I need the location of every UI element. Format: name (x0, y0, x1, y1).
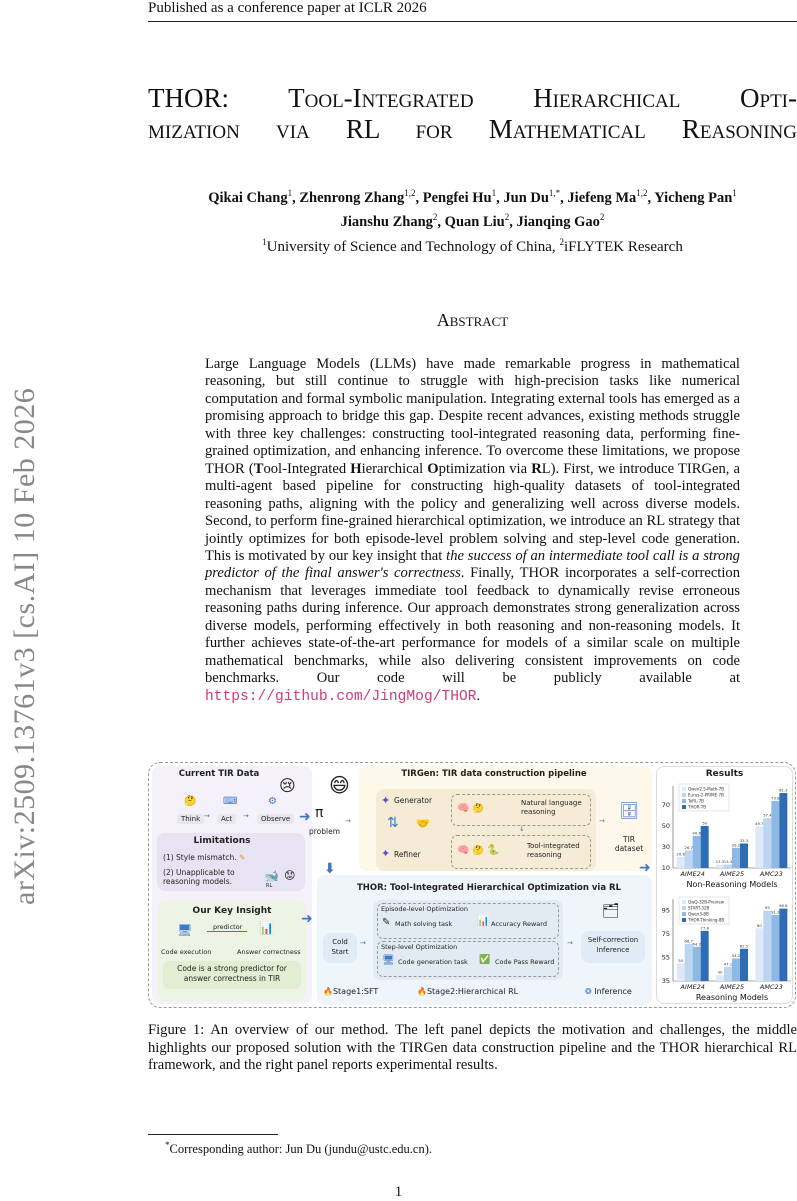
tir-dataset-label: TIR dataset (614, 835, 644, 853)
item-text: Unapplicable to reasoning models. (163, 868, 235, 886)
author-list (148, 184, 797, 232)
pencil-icon: ✎ (239, 853, 246, 862)
footnote-rule (148, 1134, 278, 1135)
affiliation-1: University of Science and Technology of China, (266, 239, 560, 255)
legend-swatch (682, 805, 686, 809)
bar-value-label: 50 (678, 957, 684, 963)
abstract-bold: O (427, 460, 439, 477)
stage2-label (417, 987, 518, 996)
author-affil-sup: 2 (432, 211, 438, 222)
bar (740, 949, 748, 981)
abstract-text: . (476, 687, 481, 704)
bar-value-label: 91.3 (771, 909, 780, 915)
refiner-logo-icon: ✦ (381, 847, 391, 860)
stage1-text: Stage1:SFT (332, 987, 379, 996)
footnote-text: Corresponding author: Jun Du (jundu@ustc.edu.cn). (169, 1142, 433, 1157)
author-affil-sup: 1 (491, 188, 497, 198)
answer-chart-icon: 📊 (259, 921, 274, 935)
thor-title: THOR: Tool-Integrated Hierarchical Optimization via RL (357, 883, 621, 893)
arrow-right-icon: ➜ (639, 860, 651, 876)
legend-entry: Qwen3-8B (688, 911, 709, 917)
running-header: Published as a conference paper at ICLR 2026 (148, 0, 427, 16)
step-title: Step-level Optimization (381, 943, 458, 951)
abstract-text: L). First, we introduce TIRGen, a multi-agent based pipeline for constructing high-quality datasets of tool-integrated reasoning paths, aligning with the policy and generalizing well across diverse models. Second, to perform fine-grained hierarchical optimization, we introduce an RL strategy that jointly optimizes for both episode-level problem solving and step-level code generation. This is motivated by our key insight that (205, 460, 740, 564)
y-tick-label: 55 (661, 953, 670, 962)
episode-title: Episode-level Optimization (381, 905, 468, 913)
author: Qikai Chang (208, 189, 288, 206)
episode-task: Math solving task (395, 920, 453, 928)
legend-swatch (682, 900, 686, 904)
fire-icon: 🔥 (417, 987, 427, 996)
step-observe: Observe (257, 814, 294, 824)
abstract-italic: the success of an intermediate tool call is a strong predictor of the final answer's correctness (205, 547, 740, 582)
x-tick-label: AIME25 (719, 870, 745, 878)
swap-arrows-icon: ⇅ (387, 815, 399, 831)
tir-reasoning-label: Tool-integrated reasoning (527, 842, 580, 859)
author-affil-sup: 1,2 (404, 188, 416, 198)
item-text: Style mismatch. (176, 853, 237, 862)
author: Quan Liu (444, 213, 505, 230)
bar (677, 963, 685, 981)
legend-entry: START-32B (688, 905, 710, 911)
whale-icon: 🐋 (264, 869, 279, 883)
abstract-bold: H (350, 460, 362, 477)
bar-value-label: 40 (717, 969, 723, 975)
bar (724, 967, 732, 981)
legend-swatch (682, 787, 686, 791)
author: Zhenrong Zhang (299, 189, 405, 206)
y-tick-label: 30 (661, 842, 670, 851)
caption-text: An overview of our method. The left panel depicts the motivation and challenges, the middle highlights our proposed solution with the TIRGen data construction pipeline and the THOR hierarchical RL framework, and the right panel reports experimental results. (148, 1022, 797, 1073)
legend-entry: QwQ-32B-Preview (688, 899, 724, 905)
abstract-text: . Finally, THOR incorporates a self-correction mechanism that leverages immediate tool feedback to dynamically revise erroneous reasoning paths during inference. Our approach demonstrates strong generalization across diverse models, performing effectively in both reasoning and non-reasoning models. It further achieves state-of-the-art performance for models of a similar scale on multiple mathematical benchmarks, while also delivering consistent improvements on code benchmarks. Our code will be publicly available at (205, 565, 740, 687)
bar (755, 826, 763, 868)
chart-title: Reasoning Models (695, 993, 769, 1002)
author-affil-sup: 1 (732, 188, 737, 198)
accuracy-reward-icon: 📊 (477, 916, 490, 927)
bar (701, 931, 709, 981)
predictor-arrow (207, 931, 247, 932)
bar (740, 844, 748, 868)
bar-value-label: 49.7 (755, 820, 764, 826)
step-think: Think (177, 814, 204, 824)
cold-start-box: Cold Start (323, 933, 357, 963)
arrow-down-icon: ↓ (519, 825, 525, 833)
legend-entry: THOR-7B (688, 804, 706, 810)
brain-icon: 🧠 🤔 (457, 803, 484, 814)
author-affil-sup: 1 (287, 188, 293, 198)
abstract-text: ptimization via (438, 460, 532, 477)
fire-icon: 🔥 (323, 987, 333, 996)
rl-label: RL (266, 883, 273, 889)
author: Jianqing Gao (516, 213, 600, 230)
crying-emoji-icon: 😢 (279, 776, 296, 795)
x-tick-label: AIME24 (680, 983, 705, 991)
stage2-text: Stage2:Hierarchical RL (426, 987, 519, 996)
legend-entry: ToRL-7B (688, 798, 704, 804)
author-line-2: Jianshu Zhang$^2$, Quan Liu$^2$, Jianqing Gao$^2$ (340, 211, 605, 230)
author-line-1: Qikai Chang$^1$, Zhenrong Zhang$^{1,2}$, Pengfei Hu$^1$, Jun $Du^{1,*}$, Jiefeng Ma$^{1,2}$, Yicheng Pan$^1$ (208, 188, 737, 206)
x-tick-label: AIME24 (680, 870, 705, 878)
author-affil-sup: 2 (504, 211, 510, 222)
affil-sup: 2 (559, 237, 564, 247)
bar (763, 911, 771, 981)
item-number: 1 (165, 853, 171, 862)
code-execution-icon: 🖥 (177, 923, 193, 937)
code-pass-icon: ✅ (479, 955, 491, 965)
author-affil-sup: 1,2 (636, 188, 648, 198)
problem-label: problem (309, 827, 341, 836)
abstract-text: Large Language Models (LLMs) have made remarkable progress in mathematical reasoning, but still continue to struggle with high-precision tasks like numerical computation and formal symbolic manipulation. Integrating external tools has emerged as a promising approach to bridge this gap. Despite recent advances, existing methods struggle with three key challenges: constructing tool-integrated reasoning data, performing fine-grained optimization, and enhancing inference. To overcome these limitations, we propose THOR ( (205, 356, 740, 477)
bar (771, 801, 779, 868)
bar-value-label: 62.5 (739, 943, 749, 949)
x-tick-label: AMC23 (759, 870, 783, 878)
x-tick-label: AIME25 (719, 983, 745, 991)
legend-swatch (682, 793, 686, 797)
figure-overview (148, 762, 796, 1008)
bar-value-label: 20.6 (676, 851, 685, 857)
bar (724, 865, 732, 868)
database-icon: 🗄 (619, 801, 640, 820)
generator-label: Generator (394, 796, 433, 805)
author-affil-sup: 2 (599, 211, 605, 222)
abstract-text: ool-Integrated (263, 460, 351, 477)
y-tick-label: 75 (661, 930, 670, 939)
inference-icon: ❂ (585, 987, 592, 996)
bar (685, 944, 693, 981)
bar-value-label: 50 (702, 820, 708, 826)
self-correction-icon: 🗂 (602, 903, 620, 919)
legend-entry: Qwen2.5-Math-7B (688, 786, 724, 792)
legend-entry: THOR-Thinking-8B (688, 917, 725, 923)
y-tick-label: 50 (661, 821, 670, 830)
bar-value-label: 13.3 (723, 859, 733, 865)
nl-reasoning-label: Natural language reasoning (521, 799, 582, 816)
author-affil-sup: 1,* (548, 188, 561, 198)
chart-reasoning (653, 893, 795, 1005)
step-reward: Code Pass Reward (495, 958, 555, 966)
author: Jianshu Zhang (340, 213, 433, 230)
results-title: Results (705, 769, 744, 779)
y-tick-label: 35 (661, 977, 670, 985)
footnote-mark: * (165, 1140, 170, 1150)
bar-value-label: 40.6 (692, 830, 701, 836)
bar-value-label: 33.3 (739, 838, 749, 844)
bar-value-label: 80 (756, 922, 762, 928)
arrow-icon: → (360, 939, 366, 947)
bar (755, 928, 763, 981)
chart-non-reasoning (653, 780, 795, 892)
y-tick-label: 95 (661, 906, 670, 915)
bar-value-label: 81.3 (779, 787, 788, 793)
inference-text: Inference (594, 987, 632, 996)
page-number: 1 (394, 1184, 403, 1200)
author: Jiefeng Ma (567, 189, 637, 206)
bar (732, 848, 740, 868)
bar-value-label: 57.4 (763, 812, 772, 818)
affil-sup: 1 (262, 237, 267, 247)
arrow-icon: → (567, 939, 573, 947)
bar-value-label: 73.8 (771, 795, 780, 801)
tirgen-title: TIRGen: TIR data construction pipeline (401, 769, 587, 779)
bar-value-label: 64.2 (692, 941, 701, 947)
self-correction-box: Self-correction Inference (581, 931, 645, 963)
legend-swatch (682, 906, 686, 910)
arrow-icon: → (243, 812, 249, 820)
inference-label (585, 987, 632, 996)
bar (779, 909, 787, 981)
limitations-title: Limitations (193, 836, 251, 846)
caption-label: Figure 1: (148, 1022, 205, 1038)
bar (763, 818, 771, 868)
arrow-icon: → (204, 812, 210, 820)
episode-reward: Accuracy Reward (491, 920, 547, 928)
bar (693, 836, 701, 868)
bar-value-label: 54.2 (731, 953, 741, 959)
bar-value-label: 29.2 (731, 842, 741, 848)
bar (771, 915, 779, 981)
smiling-emoji-icon: 😄 (329, 773, 350, 797)
thinking-icon: 🤔 (184, 796, 197, 807)
legend-swatch (682, 912, 686, 916)
header-rule (148, 21, 797, 22)
abstract-heading: Abstract (436, 310, 509, 330)
y-tick-label: 70 (661, 800, 670, 809)
gear-icon: ⚙ (268, 796, 277, 807)
handshake-icon: 🤝 (416, 817, 430, 830)
bar-value-label: 26.7 (684, 844, 693, 850)
math-task-icon: ✎ (382, 917, 391, 928)
predictor-label: predictor (213, 923, 243, 931)
chart-title: Non-Reasoning Models (686, 880, 778, 889)
abstract-bold: T (253, 460, 264, 477)
arrow-icon: → (345, 817, 351, 825)
github-link[interactable]: https://github.com/JingMog/THOR (205, 688, 477, 705)
footnote (165, 1140, 432, 1157)
brain-python-icon: 🧠 🤔 🐍 (457, 845, 500, 856)
bar (716, 975, 724, 981)
y-tick-label: 10 (661, 864, 670, 872)
arxiv-stamp: arXiv:2509.13761v3 [cs.AI] 10 Feb 2026 (8, 387, 41, 905)
insight-statement: Code is a strong predictor for answer correctness in TIR (163, 961, 301, 989)
arrow-down-icon: ⬇ (324, 861, 336, 877)
bar (693, 947, 701, 981)
arrow-right-icon: ➜ (299, 809, 311, 825)
bar-value-label: 95 (764, 905, 770, 911)
limitation-item-2: (2) Unapplicable to reasoning models. (163, 868, 235, 886)
bar (716, 865, 724, 868)
affiliation-2: iFLYTEK Research (563, 239, 683, 255)
author: Jun Du (503, 189, 549, 206)
legend-swatch (682, 918, 686, 922)
refiner-label: Refiner (394, 850, 421, 859)
bar (701, 826, 709, 868)
affiliations (148, 237, 797, 256)
stage1-label (323, 987, 378, 996)
abstract-body (205, 356, 740, 706)
abstract-text: ierarchical (361, 460, 428, 477)
legend-swatch (682, 799, 686, 803)
bar-value-label: 66.7 (684, 938, 693, 944)
bar-value-label: 77.8 (700, 925, 709, 931)
bar (685, 850, 693, 868)
x-tick-label: AMC23 (759, 983, 783, 991)
author: Yicheng Pan (654, 189, 733, 206)
bar (677, 857, 685, 868)
generator-logo-icon: ✦ (381, 794, 391, 807)
sad-emoji-icon: 😟 (284, 869, 296, 882)
bar (779, 793, 787, 868)
code-execution-label: Code execution (161, 948, 212, 956)
title-line-1: THOR: Tool-Integrated Hierarchical Opti- (148, 83, 797, 113)
insight-title: Our Key Insight (192, 906, 272, 916)
abstract-bold: R (531, 460, 542, 477)
author: Pengfei Hu (422, 189, 492, 206)
answer-correctness-label: Answer correctness (237, 948, 301, 956)
code-window-icon: ⌨ (223, 796, 238, 807)
current-tir-title: Current TIR Data (178, 769, 260, 779)
bar-value-label: 47.1 (723, 961, 733, 967)
arrow-right-icon: ➜ (301, 911, 313, 927)
bar (732, 959, 740, 981)
step-task: Code generation task (398, 958, 468, 966)
bar-value-label: 96.8 (779, 903, 788, 909)
limitation-item-1: (1) Style mismatch. ✎ (163, 853, 246, 862)
title-line-2: mization via RL for Mathematical Reasoning (148, 114, 797, 144)
item-number: 2 (165, 868, 171, 877)
code-task-icon: 🖥 (382, 955, 395, 966)
figure-caption (148, 1022, 797, 1075)
problem-icon: π (315, 805, 324, 821)
step-act: Act (217, 814, 236, 824)
legend-entry: Eurus-2-PRIME-7B (688, 792, 724, 798)
arrow-icon: → (599, 817, 605, 825)
bar-value-label: 13.3 (715, 859, 725, 865)
